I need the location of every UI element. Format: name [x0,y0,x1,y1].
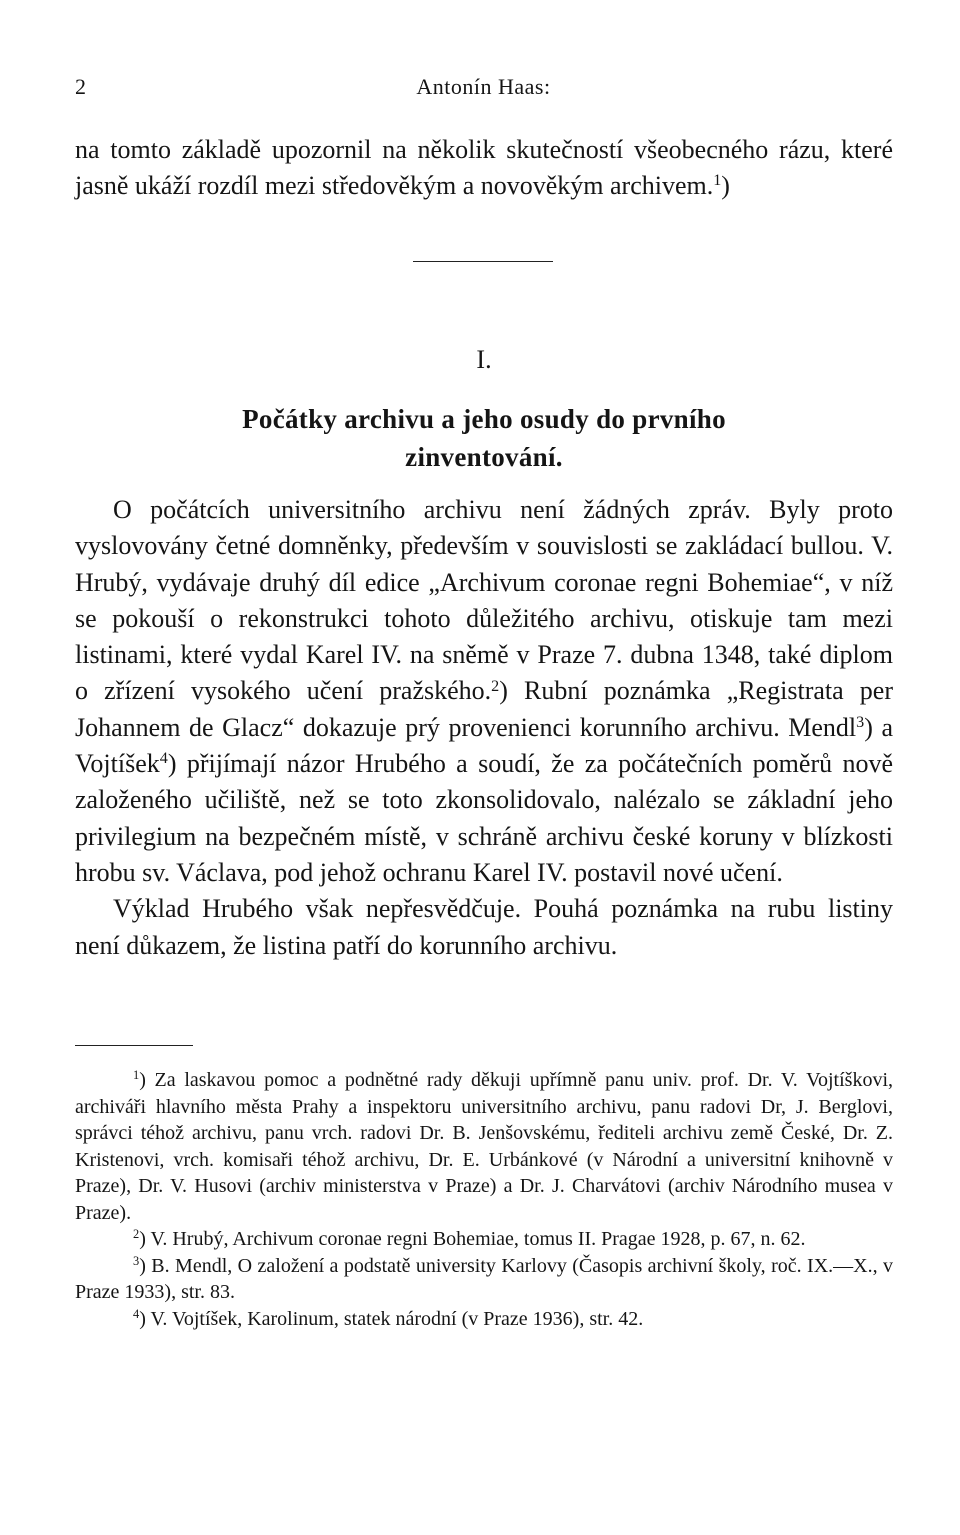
main-text [75,492,893,964]
footnote-2-text: ) V. Hrubý, Archivum coronae regni Bohemiae, tomus II. Pragae 1928, p. 67, n. 62. [139,1228,806,1250]
footnote-2-mark: 2 [133,1227,140,1242]
footnote-ref-1: 1 [713,172,722,190]
footnote-3-mark: 3 [133,1253,140,1268]
paragraph-1-part-1: O počátcích universitního archivu není žádných zpráv. Byly proto vyslovovány četné domněnky, především v souvislosti se zakládací bullou. V. Hrubý, vydávaje druhý díl edice „Archivum coronae regni Bohemiae“, v níž se pokouší o rekonstrukci tohoto důležitého archivu, otiskuje tam mezi listinami, které vydal Karel IV. na sněmě v Praze 7. dubna 1348, také diplom o zřízení vysokého učení pražského. [75,495,893,706]
paragraph-1-part-4: ) přijímají názor Hrubého a soudí, že za počátečních poměrů nově založeného učiliště, než se toto zkonsolidovalo, nalézalo se základní jeho privilegium na bezpečném místě, v schráně archivu české koruny v blízkosti hrobu sv. Václava, pod jehož ochranu Karel IV. postavil nové učení. [75,749,893,887]
footnote-3-text: ) B. Mendl, O založení a podstatě university Karlovy (Časopis archivní školy, roč. IX.—X., v Praze 1933), str. 83. [75,1254,893,1303]
footnotes [75,1067,893,1332]
running-head: Antonín Haas: [416,74,551,99]
footnote-2 [75,1226,893,1253]
intro-paragraph [75,132,893,205]
footnote-1 [75,1067,893,1226]
page-header [75,74,892,106]
section-divider [413,261,553,262]
footnote-ref-4: 4 [159,750,168,768]
intro-text: na tomto základě upozornil na několik skutečností všeobecného rázu, které jasně ukáží rozdíl mezi středověkým a novověkým archivem. [75,135,893,201]
page-number: 2 [75,74,86,99]
section-title [75,400,893,476]
intro-ref-close: ) [721,171,730,201]
footnote-1-mark: 1 [133,1068,140,1083]
footnote-4-mark: 4 [133,1306,140,1321]
footnote-3 [75,1253,893,1306]
paragraph-1-part-3: ) a Vojtíšek [75,712,894,779]
footnote-4-text: ) V. Vojtíšek, Karolinum, statek národní (v Praze 1936), str. 42. [139,1307,644,1330]
footnote-ref-2: 2 [491,677,500,695]
paragraph-2: Výklad Hrubého však nepřesvědčuje. Pouhá poznámka na rubu listiny není důkazem, že listina patří do korunního archivu. [75,894,893,960]
section-numeral: I. [476,345,492,374]
footnote-1-text: ) Za laskavou pomoc a podnětné rady děkuji upřímně panu univ. prof. Dr. V. Vojtíškovi, archiváři hlavního města Prahy a inspektoru universitního archivu, panu radovi Dr, J. Berglovi, správci téhož archivu, panu vrch. radovi Dr. B. Jenšovskému, řediteli archivu země České, Dr. Z. Kristenovi, vrch. komisaři téhož archivu, Dr. E. Urbánkové (v Národní a universitní knihovně v Praze), Dr. V. Husovi (archiv ministerstva v Praze) a Dr. J. Charvátovi (archiv Národního musea v Praze). [75,1069,893,1224]
paragraph-1-part-2: ) Rubní poznámka „Registrata per Johannem de Glacz“ dokazuje prý provenienci korunního archivu. Mendl [75,676,893,742]
footnote-4 [75,1306,893,1333]
section-title-line-1: Počátky archivu a jeho osudy do prvního [242,404,726,434]
section-title-line-2: zinventování. [405,442,563,472]
paragraph-1 [75,492,893,891]
footnote-separator [75,1045,193,1046]
footnote-ref-3: 3 [856,713,865,731]
